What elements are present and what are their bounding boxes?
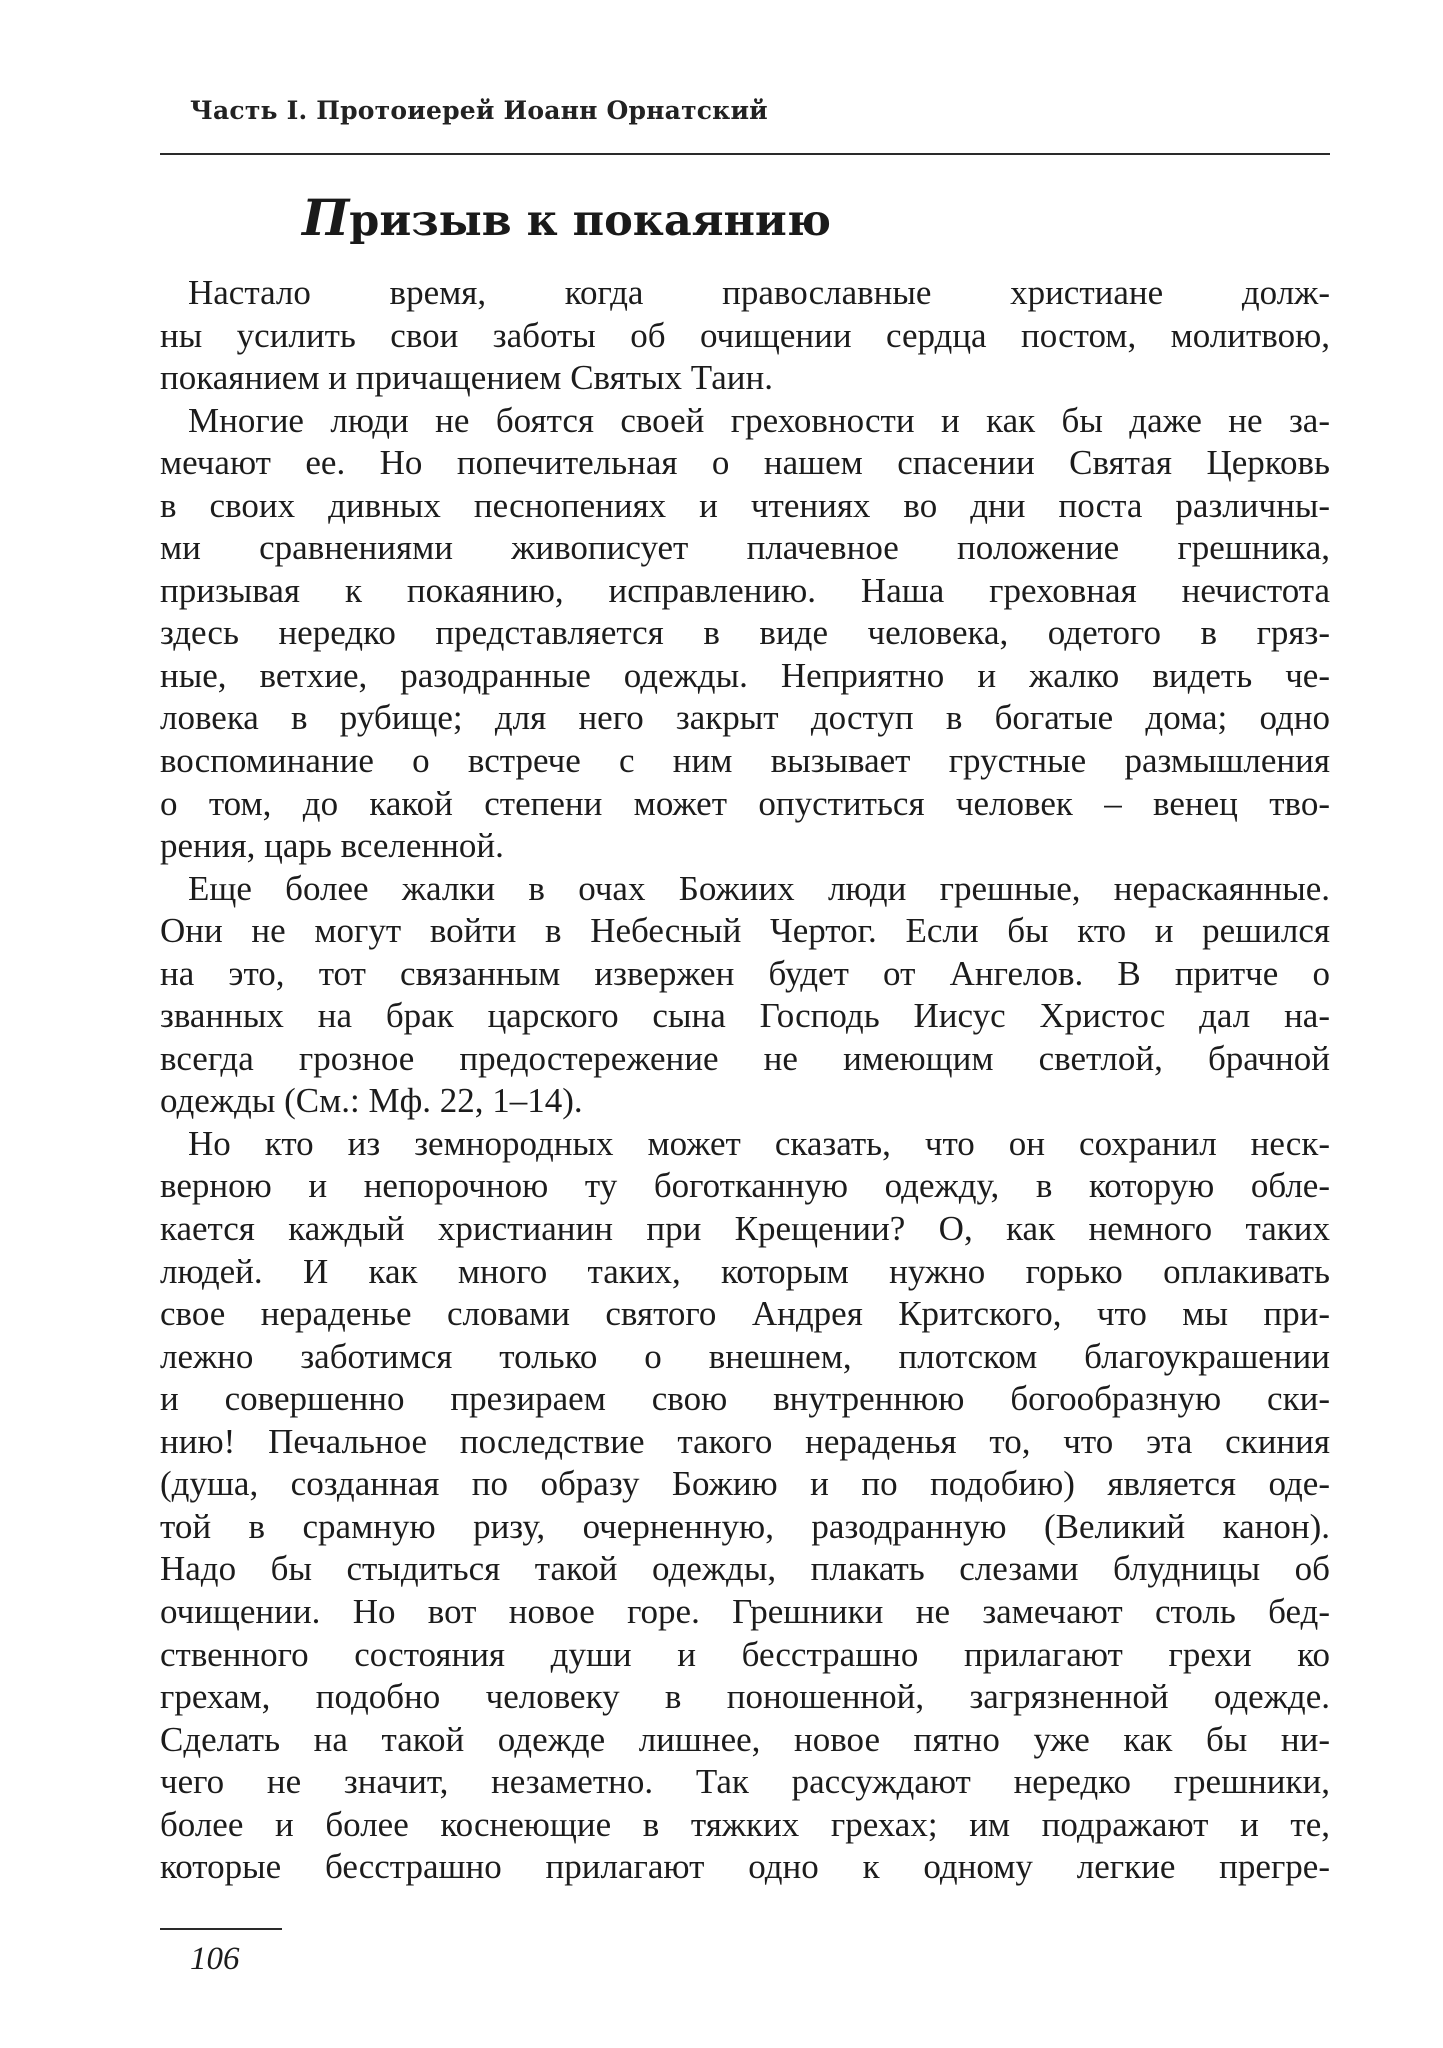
text-line: всегда грозное предостережение не имеющим светлой, брачной [160,1038,1330,1078]
text-line: мечают ее. Но попечительная о нашем спасении Святая Церковь [160,443,1330,483]
text-line: ловека в рубище; для него закрыт доступ в богатые дома; одно [160,698,1330,738]
text-line: в своих дивных песнопениях и чтениях во дни поста различны- [160,485,1330,525]
text-line: более и более коснеющие в тяжких грехах; им подражают и те, [160,1804,1330,1844]
text-line: (душа, созданная по образу Божию и по подобию) является оде- [160,1464,1330,1504]
text-line: той в срамную ризу, очерненную, разодранную (Великий канон). [160,1506,1330,1546]
title-initial: П [302,188,350,247]
text-line: грехам, подобно человеку в поношенной, загрязненной одежде. [160,1677,1330,1717]
text-line: лежно заботимся только о внешнем, плотском благоукрашении [160,1336,1330,1376]
page-number: 106 [190,1941,240,1977]
text-line: воспоминание о встрече с ним вызывает грустные размышления [160,741,1330,781]
text-line: очищении. Но вот новое горе. Грешники не замечают столь бед- [160,1591,1330,1631]
header-rule [160,153,1330,155]
text-line: Они не могут войти в Небесный Чертог. Если бы кто и решился [160,911,1330,951]
text-line: ные, ветхие, разодранные одежды. Неприятно и жалко видеть че- [160,655,1330,695]
text-line: людей. И как много таких, которым нужно горько оплакивать [160,1251,1330,1291]
running-head: Часть I. Протоиерей Иоанн Орнатский [190,96,768,125]
text-line: ны усилить свои заботы об очищении сердца постом, молитвою, [160,315,1330,355]
text-line: кается каждый христианин при Крещении? О, как немного таких [160,1209,1330,1249]
text-line: Но кто из земнородных может сказать, что он сохранил неск- [188,1123,1330,1163]
text-line: Многие люди не боятся своей греховности и как бы даже не за- [188,400,1330,440]
text-line: которые бесстрашно прилагают одно к одному легкие прегре- [160,1847,1330,1887]
text-line: покаянием и причащением Святых Таин. [160,358,774,398]
text-line: чего не значит, незаметно. Так рассуждают нередко грешники, [160,1762,1330,1802]
text-line: рения, царь вселенной. [160,826,504,866]
text-line: одежды (См.: Мф. 22, 1–14). [160,1081,583,1121]
text-line: Настало время, когда православные христиане долж- [188,273,1330,312]
text-line: Сделать на такой одежде лишнее, новое пятно уже как бы ни- [160,1719,1330,1759]
text-line: здесь нередко представляется в виде человека, одетого в гряз- [160,613,1330,653]
text-line: Еще более жалки в очах Божиих люди грешные, нераскаянные. [188,868,1330,908]
text-line: на это, тот связанным извержен будет от Ангелов. В притче о [160,953,1330,993]
text-line: Надо бы стыдиться такой одежды, плакать слезами блудницы об [160,1549,1330,1589]
text-line: ми сравнениями живописует плачевное положение грешника, [160,528,1330,568]
text-line: нию! Печальное последствие такого нераденья то, что эта скиния [160,1421,1330,1461]
chapter-title [302,188,831,247]
footer-rule [160,1928,282,1930]
text-line: призывая к покаянию, исправлению. Наша греховная нечистота [160,570,1330,610]
text-line: верною и непорочною ту боготканную одежду, в которую обле- [160,1166,1330,1206]
body-text [160,272,1330,1889]
text-line: званных на брак царского сына Господь Иисус Христос дал на- [160,996,1330,1036]
title-text: ризыв к покаянию [349,196,831,246]
text-line: свое нераденье словами святого Андрея Критского, что мы при- [160,1294,1330,1334]
text-line: и совершенно презираем свою внутреннюю богообразную ски- [160,1379,1330,1419]
text-line: о том, до какой степени может опуститься человек – венец тво- [160,783,1330,823]
text-line: ственного состояния души и бесстрашно прилагают грехи ко [160,1634,1330,1674]
